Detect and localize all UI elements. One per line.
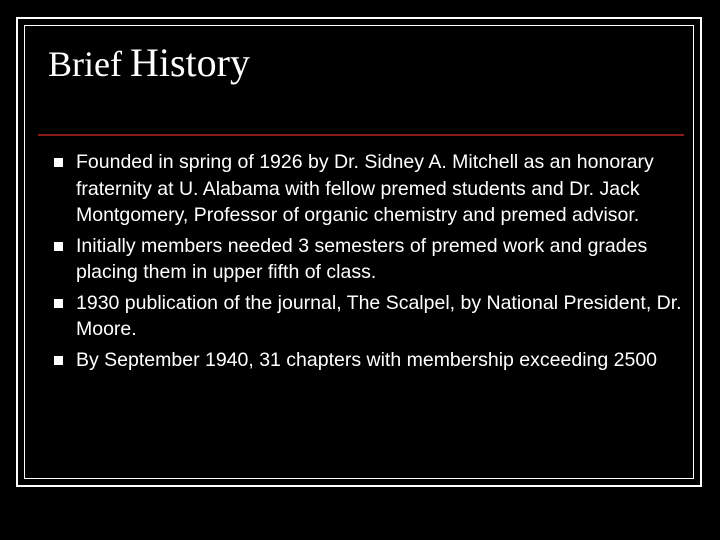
square-bullet-icon	[54, 242, 63, 251]
bullet-text: By September 1940, 31 chapters with membership exceeding 2500	[76, 348, 658, 371]
bullet-item	[46, 233, 682, 286]
square-bullet-icon	[54, 356, 63, 365]
slide-title-second-word: History	[129, 40, 250, 85]
bullet-list	[46, 149, 682, 377]
bullet-text: Founded in spring of 1926 by Dr. Sidney A. Mitchell as an honorary fraternity at U. Alabama with fellow premed students and Dr. Jack Montgomery, Professor of organic chemistry and premed advisor.	[76, 151, 654, 226]
bullet-text: 1930 publication of the journal, The Scalpel, by National President, Dr. Moore.	[76, 291, 682, 340]
slide-title	[48, 38, 250, 90]
title-divider	[38, 134, 684, 136]
bullet-text: Initially members needed 3 semesters of premed work and grades placing them in upper fifth of class.	[76, 234, 648, 283]
bullet-item	[46, 149, 682, 229]
bullet-item	[46, 290, 682, 343]
slide-title-first-word: Brief	[48, 44, 122, 84]
square-bullet-icon	[54, 158, 63, 167]
bullet-item	[46, 347, 682, 374]
square-bullet-icon	[54, 299, 63, 308]
